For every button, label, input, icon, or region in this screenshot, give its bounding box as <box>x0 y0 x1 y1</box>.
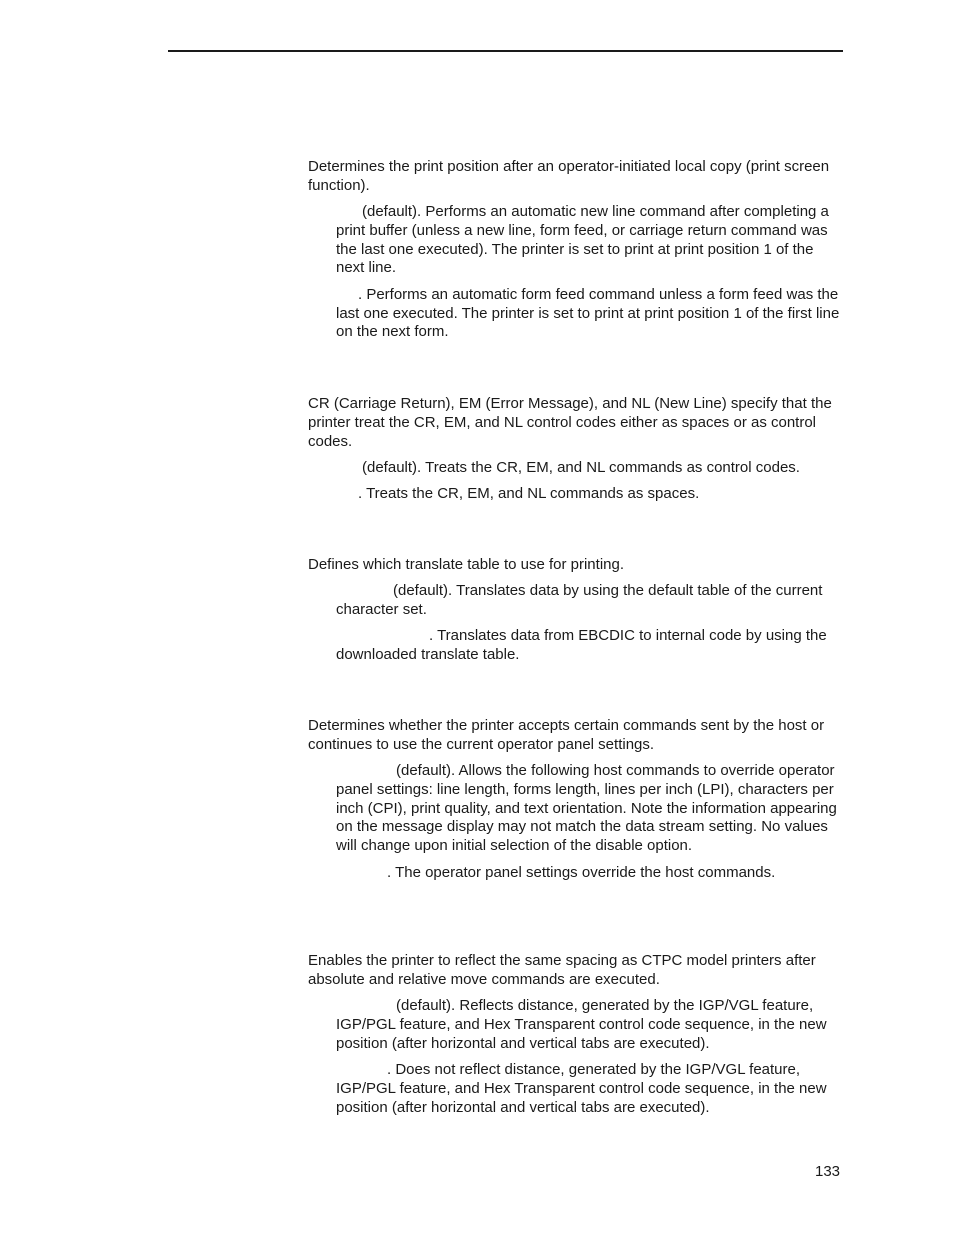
section-description: CR (Carriage Return), EM (Error Message), and NL (New Line) specify that the printer treat the CR, EM, and NL control codes either as spaces or as control codes. <box>308 395 832 450</box>
section-description: Enables the printer to reflect the same spacing as CTPC model printers after absolute and relative move commands are executed. <box>308 952 816 988</box>
option-text: (default). Treats the CR, EM, and NL commands as control codes. <box>362 458 800 476</box>
section-host-override <box>308 717 842 882</box>
option-spaces <box>336 485 842 504</box>
option-form-feed <box>336 286 842 342</box>
option-reflect-distance <box>336 997 842 1053</box>
page-number: 133 <box>815 1163 841 1180</box>
section-translate-table <box>308 556 842 665</box>
option-no-reflect-distance <box>336 1061 842 1117</box>
section-ctpc-spacing <box>308 952 842 1117</box>
option-text: (default). Reflects distance, generated by the IGP/VGL feature, IGP/PGL feature, and Hex Transparent control code sequence, in the new position (after horizontal and vertical tabs are executed). <box>336 997 827 1052</box>
header-rule <box>168 50 843 52</box>
option-text: . Performs an automatic form feed command unless a form feed was the last one executed. The printer is set to print at print position 1 of the first line on the next form. <box>336 285 840 341</box>
option-text: (default). Performs an automatic new line command after completing a print buffer (unless a new line, form feed, or carriage return command was the last one executed). The printer is set to print at print position 1 of the next line. <box>336 203 829 277</box>
section-description: Defines which translate table to use for printing. <box>308 556 625 573</box>
option-text: (default). Translates data by using the default table of the current character set. <box>336 582 823 619</box>
option-text: . Translates data from EBCDIC to internal code by using the downloaded translate table. <box>336 627 827 664</box>
option-text: . Treats the CR, EM, and NL commands as spaces. <box>358 485 700 503</box>
option-control-codes <box>336 459 842 478</box>
option-text: (default). Allows the following host commands to override operator panel settings: line length, forms length, lines per inch (LPI), characters per inch (CPI), print quality, and text orientation. Note the information appearing on the message display may not match the data stream setting. No values will change upon initial selection of the disable option. <box>336 762 837 855</box>
section-local-copy-position <box>308 158 842 342</box>
section-cr-em-nl <box>308 395 842 504</box>
option-text: . The operator panel settings override the host commands. <box>387 863 776 881</box>
option-downloaded-table <box>336 627 842 665</box>
option-new-line <box>336 203 842 278</box>
option-disable-override <box>336 864 842 883</box>
option-text: . Does not reflect distance, generated by the IGP/VGL feature, IGP/PGL feature, and Hex Transparent control code sequence, in the new position (after horizontal and vertical tabs are executed). <box>336 1060 827 1116</box>
section-description: Determines whether the printer accepts certain commands sent by the host or continues to use the current operator panel settings. <box>308 717 825 753</box>
option-enable-override <box>336 762 842 856</box>
option-default-table <box>336 582 842 620</box>
section-description: Determines the print position after an operator-initiated local copy (print screen function). <box>308 158 830 194</box>
